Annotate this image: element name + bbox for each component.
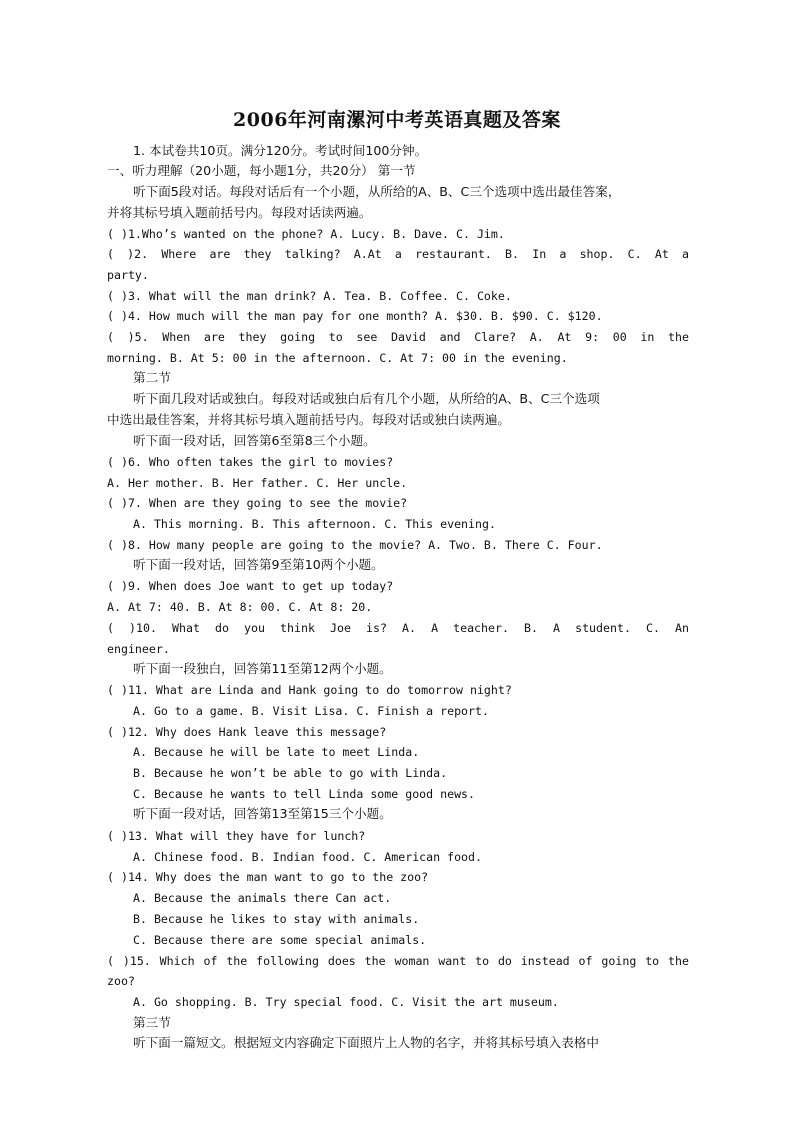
text-line: party. bbox=[107, 268, 149, 282]
text-line: 听下面几段对话或独白。每段对话或独白后有几个小题，从所给的A、B、C三个选项 bbox=[133, 391, 600, 406]
text-line: ( )3. What will the man drink? A. Tea. B. Coffee. C. Coke. bbox=[107, 289, 512, 303]
text-line: ( )12. Why does Hank leave this message? bbox=[107, 725, 387, 739]
text-line: ( )4. How much will the man pay for one month? A. $30. B. $90. C. $120. bbox=[107, 309, 603, 323]
text-line: 听下面5段对话。每段对话后有一个小题，从所给的A、B、C三个选项中选出最佳答案， bbox=[133, 184, 621, 199]
text-line: A. Go to a game. B. Visit Lisa. C. Finish a report. bbox=[133, 704, 489, 718]
text-line: B. Because he likes to stay with animals. bbox=[133, 912, 420, 926]
text-line: 听下面一段对话，回答第13至第15三个小题。 bbox=[133, 806, 392, 821]
text-line: ( )6. Who often takes the girl to movies? bbox=[107, 455, 394, 469]
text-line: 并将其标号填入题前括号内。每段对话读两遍。 bbox=[107, 205, 372, 220]
text-line: engineer. bbox=[107, 642, 170, 656]
text-line: ( )10. What do you think Joe is? A. A teacher. B. A student. C. An bbox=[107, 621, 689, 635]
text-line: 听下面一段对话，回答第6至第8三个小题。 bbox=[133, 433, 376, 448]
text-line: 1. 本试卷共10页。满分120分。考试时间100分钟。 bbox=[133, 143, 428, 158]
text-line: ( )13. What will they have for lunch? bbox=[107, 829, 366, 843]
text-line: 第三节 bbox=[133, 1015, 171, 1030]
page-title: 2006年河南漯河中考英语真题及答案 bbox=[233, 109, 561, 131]
text-line: B. Because he won’t be able to go with Linda. bbox=[133, 766, 448, 780]
text-line: 听下面一段独白，回答第11至第12两个小题。 bbox=[133, 661, 392, 676]
text-line: 第二节 bbox=[133, 370, 171, 385]
text-line: C. Because he wants to tell Linda some good news. bbox=[133, 787, 476, 801]
text-line: A. Go shopping. B. Try special food. C. Visit the art museum. bbox=[133, 995, 559, 1009]
text-line: A. This morning. B. This afternoon. C. This evening. bbox=[133, 517, 496, 531]
text-line: ( )8. How many people are going to the movie? A. Two. B. There C. Four. bbox=[107, 538, 603, 552]
text-line: 听下面一篇短文。根据短文内容确定下面照片上人物的名字，并将其标号填入表格中 bbox=[133, 1035, 599, 1050]
text-line: 中选出最佳答案，并将其标号填入题前括号内。每段对话或独白读两遍。 bbox=[107, 412, 510, 427]
text-line: ( )1.Who’s wanted on the phone? A. Lucy. B. Dave. C. Jim. bbox=[107, 227, 505, 241]
text-line: A. At 7: 40. B. At 8: 00. C. At 8: 20. bbox=[107, 600, 373, 614]
text-line: ( )2. Where are they talking? A.At a restaurant. B. In a shop. C. At a bbox=[107, 247, 689, 261]
text-line: ( )11. What are Linda and Hank going to do tomorrow night? bbox=[107, 683, 512, 697]
text-line: ( )14. Why does the man want to go to the zoo? bbox=[107, 870, 429, 884]
text-line: morning. B. At 5: 00 in the afternoon. C. At 7: 00 in the evening. bbox=[107, 351, 568, 365]
text-line: C. Because there are some special animals. bbox=[133, 933, 427, 947]
text-line: zoo? bbox=[107, 974, 135, 988]
text-line: 一、听力理解（20小题，每小题1分，共20分） 第一节 bbox=[107, 163, 416, 178]
text-line: A. Because the animals there Can act. bbox=[133, 891, 392, 905]
text-line: A. Chinese food. B. Indian food. C. American food. bbox=[133, 850, 483, 864]
text-line: ( )9. When does Joe want to get up today? bbox=[107, 579, 394, 593]
text-line: ( )15. Which of the following does the woman want to do instead of going to the bbox=[107, 954, 689, 968]
text-line: ( )5. When are they going to see David and Clare? A. At 9: 00 in the bbox=[107, 330, 689, 344]
text-line: A. Because he will be late to meet Linda. bbox=[133, 745, 420, 759]
text-line: A. Her mother. B. Her father. C. Her uncle. bbox=[107, 476, 408, 490]
text-line: 听下面一段对话，回答第9至第10两个小题。 bbox=[133, 557, 384, 572]
text-line: ( )7. When are they going to see the movie? bbox=[107, 496, 408, 510]
